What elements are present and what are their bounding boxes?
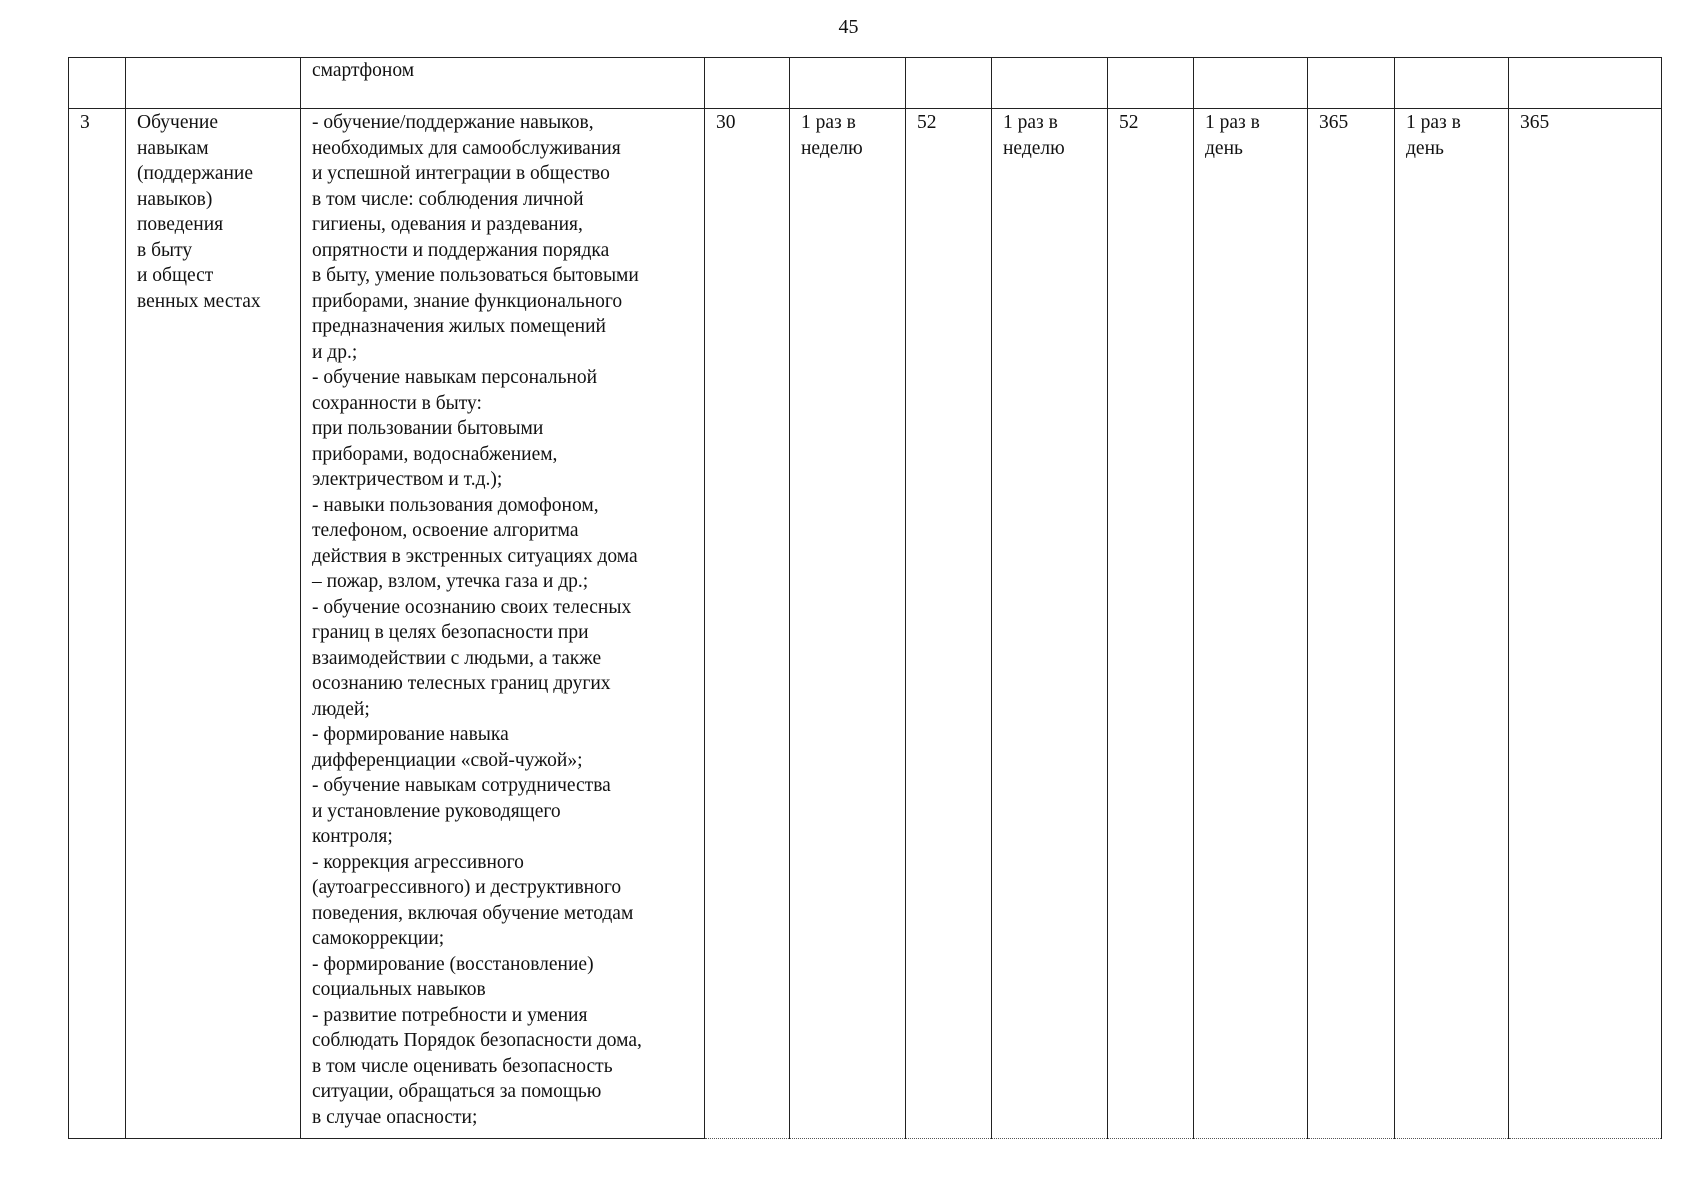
table-cell — [126, 58, 301, 109]
service-name: Обучение навыкам (поддержание навыков) поведения в быту и общест венных местах — [137, 112, 261, 312]
service-description-cell — [301, 109, 705, 1139]
table-cell — [790, 109, 906, 1139]
table-cell — [906, 109, 992, 1139]
cell-value: 365 — [1520, 112, 1550, 133]
row-number-cell — [69, 109, 126, 1139]
cell-value: 365 — [1319, 112, 1349, 133]
table-row — [69, 58, 1662, 109]
service-name-cell — [126, 109, 301, 1139]
table-cell — [705, 58, 790, 109]
table-cell — [1108, 109, 1194, 1139]
table-cell — [906, 58, 992, 109]
table-cell — [1308, 109, 1395, 1139]
row-number: 3 — [80, 112, 90, 133]
table-cell — [1194, 58, 1308, 109]
table-cell — [1308, 58, 1395, 109]
table-cell — [790, 58, 906, 109]
service-description-continuation: смартфоном — [312, 60, 415, 81]
table-cell — [1395, 58, 1509, 109]
table-cell — [705, 109, 790, 1139]
cell-value: 52 — [1119, 112, 1139, 133]
cell-value: 30 — [716, 112, 736, 133]
table-cell — [992, 58, 1108, 109]
cell-value: 1 раз в неделю — [801, 112, 863, 159]
table-row — [69, 109, 1662, 1139]
cell-value: 1 раз в неделю — [1003, 112, 1065, 159]
page-number: 45 — [838, 16, 859, 38]
table-cell — [1395, 109, 1509, 1139]
table-cell — [1509, 109, 1662, 1139]
cell-value: 1 раз в день — [1205, 112, 1260, 159]
services-table — [68, 57, 1662, 1139]
table-cell — [69, 58, 126, 109]
cell-value: 52 — [917, 112, 937, 133]
cell-value: 1 раз в день — [1406, 112, 1461, 159]
service-description: - обучение/поддержание навыков, необходимых для самообслуживания и успешной интеграции в общество в том числе: соблюдения личной гигиены, одевания и раздевания, опрятности и поддержания порядка в быту, умение пользоваться бытовыми приборами, знание функционального предназначения жилых помещений и др.; - обучение навыкам персональной сохранности в быту: при пользовании бытовыми приборами, водоснабжением, электричеством и т.д.); - навыки пользования домофоном, телефоном, освоение алгоритма действия в экстренных ситуациях дома – пожар, взлом, утечка газа и др.; - обучение осознанию своих телесных границ в целях безопасности при взаимодействии с людьми, а также осознанию телесных границ других людей; - формирование навыка дифференциации «свой-чужой»; - обучение навыкам сотрудничества и установление руководящего контроля; - коррекция агрессивного (аутоагрессивного) и деструктивного поведения, включая обучение методам самокоррекции; - формирование (восстановление) социальных навыков - развитие потребности и умения соблюдать Порядок безопасности дома, в том числе оценивать безопасность ситуации, обращаться за помощью в случае опасности; — [312, 112, 642, 1128]
table-cell — [1108, 58, 1194, 109]
table-cell — [301, 58, 705, 109]
table-cell — [1194, 109, 1308, 1139]
table-cell — [992, 109, 1108, 1139]
table-cell — [1509, 58, 1662, 109]
